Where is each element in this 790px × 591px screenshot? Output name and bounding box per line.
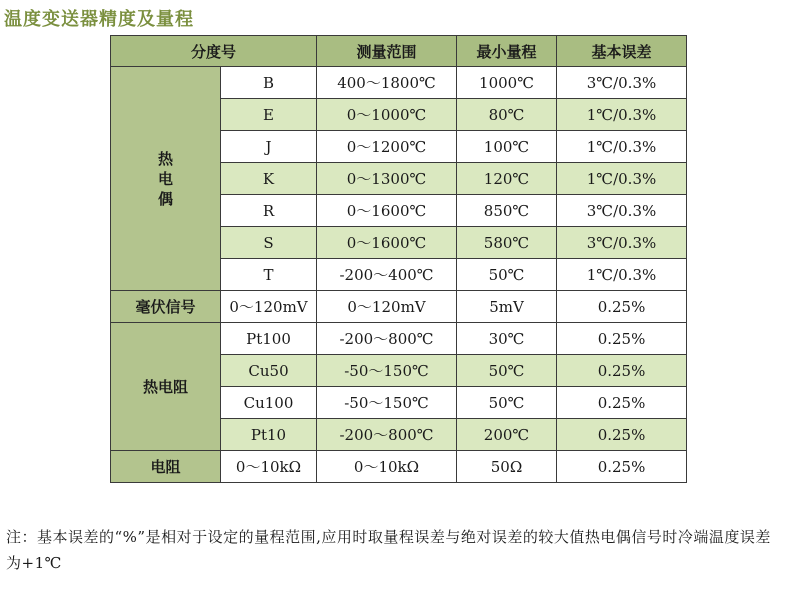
cell-code: E (221, 99, 317, 131)
cell-error: 1℃/0.3% (557, 163, 687, 195)
group-label (111, 451, 221, 483)
cell-code: Pt10 (221, 419, 317, 451)
cell-range: -50～150℃ (317, 387, 457, 419)
cell-min-span: 30℃ (457, 323, 557, 355)
cell-range: 400～1800℃ (317, 67, 457, 99)
table-row (111, 451, 687, 483)
cell-code: J (221, 131, 317, 163)
cell-error: 3℃/0.3% (557, 67, 687, 99)
cell-min-span: 850℃ (457, 195, 557, 227)
cell-min-span: 50℃ (457, 355, 557, 387)
cell-error: 3℃/0.3% (557, 195, 687, 227)
cell-range: -200～800℃ (317, 419, 457, 451)
cell-code: T (221, 259, 317, 291)
cell-error: 0.25% (557, 451, 687, 483)
cell-range: 0～120mV (317, 291, 457, 323)
cell-min-span: 100℃ (457, 131, 557, 163)
cell-error: 0.25% (557, 419, 687, 451)
group-label-text: 电阻 (150, 458, 181, 476)
cell-code: 0～120mV (221, 291, 317, 323)
cell-range: 0～1600℃ (317, 195, 457, 227)
cell-error: 0.25% (557, 291, 687, 323)
cell-code: Cu50 (221, 355, 317, 387)
header-row (111, 36, 687, 67)
cell-error: 0.25% (557, 323, 687, 355)
cell-error: 0.25% (557, 355, 687, 387)
cell-code: Cu100 (221, 387, 317, 419)
cell-code: B (221, 67, 317, 99)
cell-range: 0～1000℃ (317, 99, 457, 131)
cell-min-span: 50Ω (457, 451, 557, 483)
cell-min-span: 200℃ (457, 419, 557, 451)
cell-min-span: 580℃ (457, 227, 557, 259)
group-label-text: 热电偶 (157, 149, 173, 208)
footnote: 注：基本误差的“%”是相对于设定的量程范围,应用时取量程误差与绝对误差的较大值热电偶信号时冷端温度误差为+1℃ (6, 528, 771, 572)
table-row (111, 291, 687, 323)
cell-error: 0.25% (557, 387, 687, 419)
group-label-text: 热电阻 (142, 378, 188, 396)
group-label-text: 毫伏信号 (135, 298, 196, 316)
cell-error: 1℃/0.3% (557, 259, 687, 291)
cell-range: -200～400℃ (317, 259, 457, 291)
cell-min-span: 50℃ (457, 387, 557, 419)
table-row (111, 67, 687, 99)
cell-range: 0～1300℃ (317, 163, 457, 195)
header-min-span: 最小量程 (457, 36, 557, 67)
header-graduation: 分度号 (111, 36, 317, 67)
header-error: 基本误差 (557, 36, 687, 67)
cell-code: 0～10kΩ (221, 451, 317, 483)
cell-range: -200～800℃ (317, 323, 457, 355)
group-label (111, 291, 221, 323)
cell-min-span: 80℃ (457, 99, 557, 131)
cell-range: -50～150℃ (317, 355, 457, 387)
cell-min-span: 50℃ (457, 259, 557, 291)
header-range: 测量范围 (317, 36, 457, 67)
cell-range: 0～10kΩ (317, 451, 457, 483)
cell-min-span: 1000℃ (457, 67, 557, 99)
cell-code: R (221, 195, 317, 227)
cell-code: S (221, 227, 317, 259)
cell-range: 0～1200℃ (317, 131, 457, 163)
cell-error: 3℃/0.3% (557, 227, 687, 259)
cell-error: 1℃/0.3% (557, 131, 687, 163)
page-title: 温度变送器精度及量程 (4, 9, 194, 30)
cell-error: 1℃/0.3% (557, 99, 687, 131)
group-label (111, 323, 221, 451)
cell-code: Pt100 (221, 323, 317, 355)
cell-range: 0～1600℃ (317, 227, 457, 259)
cell-code: K (221, 163, 317, 195)
group-label (111, 67, 221, 291)
cell-min-span: 120℃ (457, 163, 557, 195)
table-row (111, 323, 687, 355)
cell-min-span: 5mV (457, 291, 557, 323)
spec-table (110, 35, 687, 483)
